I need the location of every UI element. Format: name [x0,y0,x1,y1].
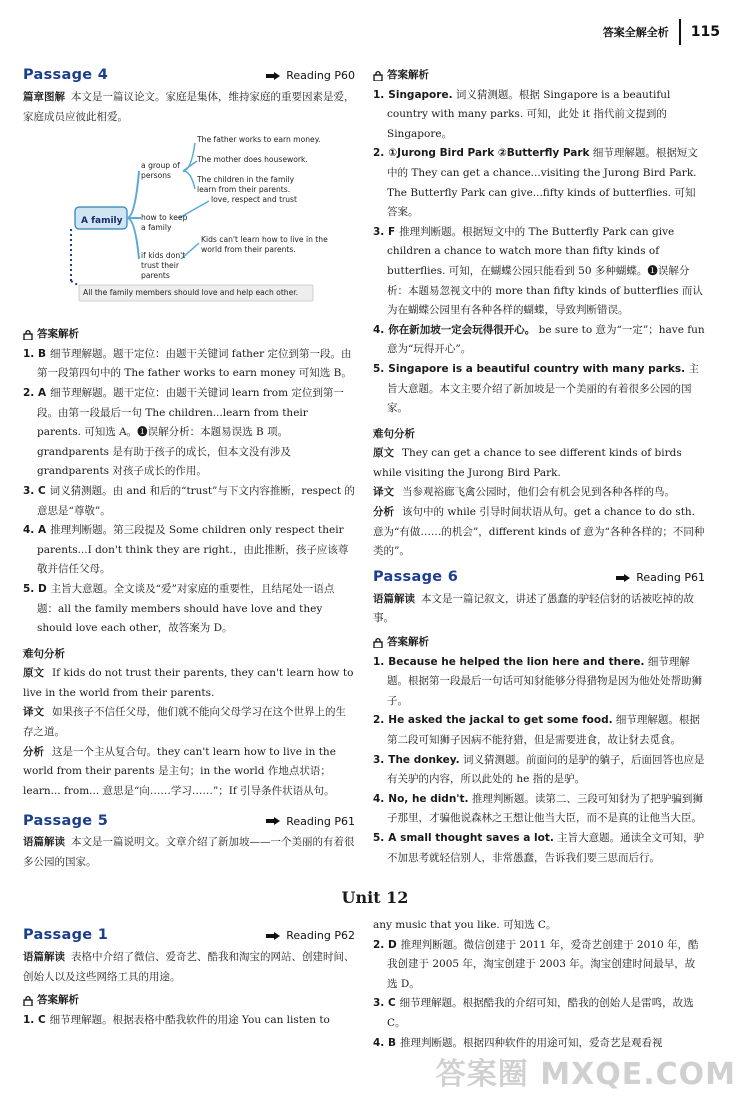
reading-ref-label: Reading P60 [286,69,355,83]
answer-text: 推理判断题。微信创建于 2011 年，爱奇艺创建于 2010 年，酷我创建于 2005 年，淘宝创建于 2003 年。淘宝创建时间最早，故选 D。 [387,938,699,990]
translation-text: 当参观裕廊飞禽公园时，他们会有机会见到各种各样的鸟。 [402,486,675,499]
unit-passage1-answers-heading [23,991,355,1011]
answer-number: 5. [373,831,385,844]
answer-number: 3. C [23,484,46,497]
intro-label: 语篇解读 [23,951,65,963]
diagram-keep-item: love, respect and trust [211,195,297,205]
watermark: 答案圈 MXQE.COM [435,1057,736,1092]
passage5-reading-ref [265,812,355,832]
answer-key: Because he helped the lion here and there. [388,655,645,668]
p5-answer-1 [373,86,705,145]
analysis-text: 这是一个主从复合句。they can't learn how to live in the world from their parents 是主句；in the world 作地点状语；learn... from... 意思是“向……学习……”；If 引导条件状语从句。 [23,745,336,797]
passage5-heading [23,809,355,833]
pointing-hand-icon [265,816,281,826]
answer-text: 推理判断题。根据短文中的 The Butterfly Park can give children a chance to watch more than fifty kinds of butterflies. 可知，在蝴蝶公园只能看到 50 多种蝴蝶。❶误解分析：本题易忽视文中的 more than fifty kinds of butterflies 而认为在蝴蝶公园里有各种各样的蝴蝶，导致判断错误。 [387,225,703,317]
analysis-text: 该句中的 while 引导时间状语从句。get a chance to do sth. 意为“有做……的机会”，different kinds of 意为“各种各样的；不同种类的”。 [373,506,705,558]
keep-label-1: how to keep [141,213,188,223]
original-text: If kids do not trust their parents, they can't learn how to live in the world from their parents. [23,667,354,699]
diagram-center: A family [81,216,123,227]
diagram-group-item-3 [197,175,294,195]
answer-key: 你在新加坡一定会玩得很开心。 [388,323,536,336]
p4-answer-5 [23,580,355,639]
answer-number: 3. F [373,225,396,238]
answer-key: A small thought saves a lot. [388,831,554,844]
answer-text: 细节理解题。根据第一段最后一句话可知豺能够分得猎物是因为他处处帮助狮子。 [387,655,702,707]
intro-text: 本文是一篇说明文。文章介绍了新加坡——一个美丽的有着很多公园的国家。 [23,836,355,869]
p4-hard-original [23,664,355,703]
answer-key: No, he didn't. [388,792,469,805]
answer-key: ①Jurong Bird Park ②Butterfly Park [388,147,590,160]
answers-title: 答案解析 [37,328,79,341]
passage6-answers-heading [373,633,705,653]
intro-text: 本文是一篇议论文。家庭是集体，维持家庭的重要因素是爱，家庭成员应彼此相爱。 [23,91,355,123]
answer-text: 细节理解题。题干定位：由题干关键词 father 定位到第一段。由第一段第四句中的 The father works to earn money 可知选 B。 [37,347,352,380]
label-analysis: 分析 [23,745,44,758]
translation-text: 如果孩子不信任父母，他们就不能向父母学习在这个世界上的生存之道。 [23,706,346,739]
answer-number: 4. A [23,524,47,537]
section-title: 答案全解全析 [602,26,669,39]
intro-label: 篇章图解 [23,91,65,103]
passage4-intro [23,88,355,127]
answer-text: 主旨大意题。全文谈及“爱”对家庭的重要性，且结尾处一语点题：all the family members should have love and they should love each other，故答案为 D。 [37,582,335,635]
p5-hard-analysis [373,503,705,562]
pointing-hand-icon [265,931,281,941]
passage4-heading [23,64,355,88]
answer-number: 2. D [373,938,397,951]
passage6-heading [373,566,705,590]
answer-text: 细节理解题。根据第二段可知狮子因病不能狩猎，但是需要进食，故让豺去觅食。 [387,714,700,746]
pointing-hand-icon [615,573,631,583]
answer-number: 2. [373,714,385,727]
answer-number: 3. C [373,997,396,1010]
u-answer-2 [373,936,705,995]
label-translation: 译文 [373,486,394,499]
p6-answer-5 [373,829,705,868]
answer-key: Singapore. [388,88,453,101]
diagram-conclusion: All the family members should love and help each other. [83,288,299,298]
intro-label: 语篇解读 [23,836,65,849]
passage5-title: Passage 5 [23,812,109,829]
passage6-reading-ref [615,568,705,588]
label-translation: 译文 [23,706,44,719]
p4-answer-3 [23,482,355,521]
p6-answer-4 [373,790,705,829]
p4-answer-1 [23,345,355,384]
answers-title: 答案解析 [37,994,79,1007]
answer-key: He asked the jackal to get some food. [388,714,613,727]
unit-right-column [373,916,705,1053]
original-text: They can get a chance to see different kinds of birds while visiting the Jurong Bird Park. [373,447,682,479]
answer-number: 1. C [23,1013,46,1026]
intro-text: 本文是一篇记叙文，讲述了愚蠢的驴轻信豺的话被吃掉的故事。 [373,592,694,625]
diagram-trust-label [141,251,185,281]
answer-number: 4. B [373,1036,396,1049]
passage5-intro [23,833,355,872]
u-answer-3 [373,994,705,1033]
trust-item-1: Kids can't learn how to live in the [201,235,328,245]
answers-title: 答案解析 [387,636,429,649]
p5-hard-original [373,444,705,483]
p6-answer-3 [373,751,705,790]
trust-label-2: trust their [141,261,179,271]
passage6-intro [373,590,705,629]
p5-hard-translation [373,483,705,503]
unit-left-column [23,924,355,1030]
reading-ref-label: Reading P62 [286,929,355,943]
answer-number: 4. [373,323,385,336]
answer-text: 词义猜测题。由 and 和后的“trust”与下文内容推断，respect 的意思是“尊敬”。 [37,484,355,517]
answer-number: 1. [373,655,385,668]
page-header [603,18,720,46]
answer-number: 5. [373,362,385,375]
answer-key: The donkey. [388,753,460,766]
pointing-hand-icon [265,71,281,81]
p5-hard-sentence-heading: 难句分析 [373,427,415,440]
right-column [373,58,705,868]
unit-passage1-title: Passage 1 [23,927,109,944]
p4-hard-translation [23,703,355,742]
trust-label-3: parents [141,271,170,281]
lock-icon [373,637,383,648]
page-number: 115 [690,24,720,40]
p4-answer-2 [23,384,355,482]
answer-text: 主旨大意题。本文主要介绍了新加坡是一个美丽的有着很多公园的国家。 [387,362,699,415]
label-original: 原文 [373,447,394,460]
answer-key: Singapore is a beautiful country with many parks. [388,362,686,375]
answer-text: 推理判断题。根据四种软件的用途可知，爱奇艺是观看视 [399,1036,663,1049]
p6-answer-1 [373,653,705,712]
intro-text: 表格中介绍了微信、爱奇艺、酷我和淘宝的网站、创建时间、创始人以及这些网络工具的用途。 [23,951,355,983]
p4-hard-sentence-heading: 难句分析 [23,647,65,660]
passage4-answers-heading [23,325,355,345]
answer-text: 细节理解题。题干定位：由题干关键词 learn from 定位到第一段。由第一段最后一句 The children...learn from their parents. 可知选 A。❶误解分析：本题易误选 B 项。grandparents 是有助于孩子的成长，但本文没有涉及 grandparents 对孩子成长的作用。 [37,386,344,478]
answer-number: 2. A [23,386,47,399]
unit-passage1-intro [23,948,355,987]
label-original: 原文 [23,667,44,680]
header-divider [679,19,681,45]
answer-number: 1. [373,88,385,101]
u-answer-1-continued: any music that you like. 可知选 C。 [373,919,557,931]
reading-ref-label: Reading P61 [286,814,355,828]
answer-text: 词义猜测题。前面问的是驴的躺子，后面回答也应是有关驴的内容，所以此处的 he 指的是驴。 [387,753,705,786]
answer-number: 5. D [23,582,47,595]
label-analysis: 分析 [373,506,394,519]
answer-number: 3. [373,753,385,766]
passage5-answers-heading [373,66,705,86]
passage4-reading-ref [265,66,355,86]
diagram-group-item-2: The mother does housework. [197,155,308,165]
diagram-keep-label [141,213,187,233]
answer-text: 细节理解题。根据酷我的介绍可知，酷我的创始人是雷鸣，故选 C。 [387,997,694,1029]
p6-answer-2 [373,711,705,750]
trust-item-2: world from their parents. [201,245,296,255]
unit-title: Unit 12 [341,888,409,907]
answer-number: 4. [373,792,385,805]
answers-title: 答案解析 [387,69,429,81]
p4-answer-4 [23,521,355,580]
lock-icon [373,70,383,81]
group-item-3b: learn from their parents. [197,185,291,195]
intro-label: 语篇解读 [373,592,415,605]
group-label-2: persons [141,171,171,181]
answer-text: be sure to 意为“一定”；have fun 意为“玩得开心”。 [387,323,705,356]
p5-answer-4 [373,321,705,360]
group-label-1: a group of [141,161,180,171]
answer-number: 1. B [23,347,46,360]
u-answer-1 [23,1011,355,1031]
family-diagram [23,131,355,321]
unit-passage1-heading [23,924,355,948]
p4-hard-analysis [23,743,355,802]
answer-text: 词义猜测题。根据 Singapore is a beautiful country with many parks. 可知，此处 it 指代前文提到的 Singapore。 [387,88,671,140]
lock-icon [23,329,33,340]
diagram-group-item-1: The father works to earn money. [197,135,321,145]
answer-text: 推理判断题。读第二、三段可知豺为了把驴骗到狮子那里，才骗他说森林之王想让他当大臣，而不是真的让他当大臣。 [387,792,703,825]
keep-label-2: a family [141,223,172,233]
answer-text: 细节理解题。根据表格中酷我软件的用途 You can listen to [49,1013,330,1026]
diagram-group-label [141,161,180,181]
passage6-title: Passage 6 [373,569,459,586]
p5-answer-5 [373,360,705,419]
passage4-title: Passage 4 [23,67,109,84]
answer-text: 细节理解题。根据短文中的 They can get a chance...visiting the Jurong Bird Park. The Butterfly Park can give...fifty kinds of butterflies. 可知答案。 [387,147,698,219]
left-column [23,58,355,873]
trust-label-1: if kids don't [141,251,186,261]
reading-ref-label: Reading P61 [636,571,705,585]
group-item-3a: The children in the family [197,175,295,185]
lock-icon [23,995,33,1006]
answer-number: 2. [373,147,385,160]
diagram-trust-item [201,235,328,255]
answer-text: 主旨大意题。通读全文可知，驴不加思考就轻信别人，非常愚蠢，告诉我们要三思而后行。 [387,831,705,864]
answer-text: 推理判断题。第三段提及 Some children only respect their parents...I don't think they are right.，由此推断，孩子应该尊敬并信任父母。 [37,524,349,576]
p5-answer-2 [373,144,705,222]
p5-answer-3 [373,223,705,321]
unit-passage1-reading-ref [265,926,355,946]
